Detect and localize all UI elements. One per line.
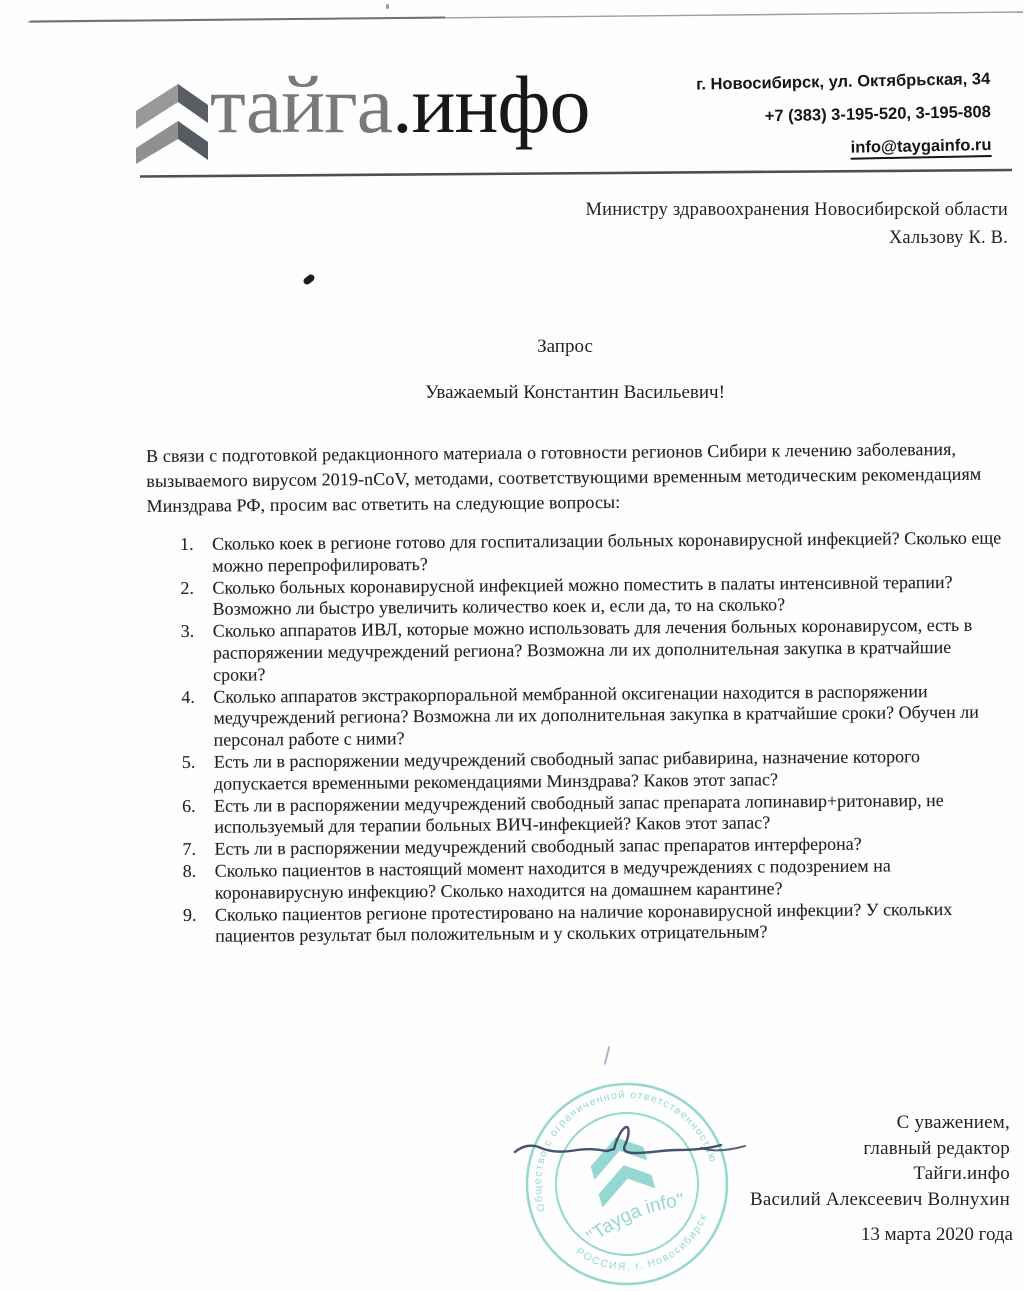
question-text: Сколько аппаратов ИВЛ, которые можно использовать для лечения больных коронавирусом, есть в распоряжении медучреждений региона? Возможна ли их дополнительная закупка в кратчайшие сроки? xyxy=(212,614,973,685)
signoff-name: Василий Алексеевич Волнухин xyxy=(750,1188,1010,1210)
question-number: 2. xyxy=(180,577,194,598)
question-text: Сколько пациентов регионе протестировано на наличие коронавирусной инфекции? У скольких пациентов результат был положительным и у скольких отрицательным? xyxy=(214,898,953,947)
header-divider xyxy=(0,160,1024,184)
signoff-position: главный редактор xyxy=(863,1137,1010,1159)
questions-list xyxy=(180,528,1005,949)
scan-speck-icon xyxy=(386,4,389,9)
question-number: 1. xyxy=(180,533,194,554)
ink-dot-artifact-icon xyxy=(302,273,316,286)
logo-wordmark xyxy=(210,59,590,150)
question-number: 3. xyxy=(180,621,195,642)
question-text: Сколько коек в регионе готово для госпитализации больных коронавирусной инфекцией? Сколько еще можно перепрофилировать? xyxy=(211,527,1002,576)
signoff-organization: Тайги.инфо xyxy=(913,1163,1010,1184)
question-text: Сколько аппаратов экстракорпоральной мембранной оксигенации находится в распоряжении медучреждений региона? Возможна ли их дополнительная закупка в кратчайшие сроки? Обучен ли персонал работе с ними? xyxy=(213,680,979,750)
signoff-block xyxy=(490,1110,1010,1212)
letterhead-address: г. Новосибирск, ул. Октябрьская, 34 xyxy=(695,70,991,94)
letterhead-email: info@taygainfo.ru xyxy=(851,136,992,160)
question-item xyxy=(182,746,1004,796)
addressee-line2: Хальзову К. В. xyxy=(888,228,1008,248)
question-text: Сколько пациентов в настоящий момент находится в медучреждениях с подозрением на коронавирусную инфекцию? Сколько находится на домашнем карантине? xyxy=(214,855,891,903)
scan-edge-line xyxy=(0,0,1024,30)
tayga-chevron-logo-icon xyxy=(136,84,208,164)
question-number: 8. xyxy=(182,860,197,881)
document-date: 13 марта 2020 года xyxy=(860,1224,1013,1245)
logo-text-info: .инфо xyxy=(392,59,590,150)
letterhead-phone: +7 (383) 3-195-520, 3-195-808 xyxy=(764,102,991,126)
salutation: Уважаемый Константин Васильевич! xyxy=(425,382,725,403)
question-number: 6. xyxy=(182,795,196,816)
intro-paragraph: В связи с подготовкой редакционного материала о готовности регионов Сибири к лечению заболевания, вызываемого вирусом 2019-nCoV, методами, соответствующими временным методическим рекомендациям Минздрава РФ, просим вас ответить на следующие вопросы: xyxy=(146,438,982,516)
addressee-line1: Министру здравоохранения Новосибирской области xyxy=(585,200,1008,220)
question-item xyxy=(181,680,1003,752)
question-item xyxy=(181,615,1003,687)
signoff-closing: С уважением, xyxy=(896,1112,1010,1133)
stamp-ring-text-top: Общество с ограниченной ответственностью xyxy=(531,1088,720,1214)
question-number: 9. xyxy=(182,904,197,925)
question-text: Есть ли в распоряжении медучреждений свободный запас рибавирина, назначение которого допускается временными рекомендациями Минздрава? Каков этот запас? xyxy=(213,746,921,794)
addressee-block xyxy=(448,196,1008,252)
stamp-center-text: "Tayga info" xyxy=(583,1190,685,1248)
document-title: Запрос xyxy=(537,336,593,357)
question-text: Есть ли в распоряжении медучреждений свободный запас препарата лопинавир+ритонавир, не используемый для терапии больных ВИЧ-инфекцией? Каков этот запас? xyxy=(214,789,944,838)
question-item xyxy=(182,789,1004,839)
pen-slash-artifact-icon xyxy=(604,1046,611,1065)
question-text: Сколько больных коронавирусной инфекцией можно поместить в палаты интенсивной терапии? Возможно ли быстро увеличить количество коек и, если да, то на сколько? xyxy=(212,571,953,620)
logo-text-tayga: тайга xyxy=(210,59,393,150)
question-number: 5. xyxy=(181,751,196,772)
stamp-ring-text-bottom: РОССИЯ, г. Новосибирск xyxy=(573,1211,710,1274)
question-number: 7. xyxy=(182,839,197,860)
question-item xyxy=(180,571,1002,621)
question-item xyxy=(183,854,1005,904)
question-item xyxy=(180,528,1002,578)
question-text: Есть ли в распоряжении медучреждений свободный запас препаратов интерферона? xyxy=(214,833,862,859)
question-number: 4. xyxy=(181,686,195,707)
question-item xyxy=(183,898,1005,948)
